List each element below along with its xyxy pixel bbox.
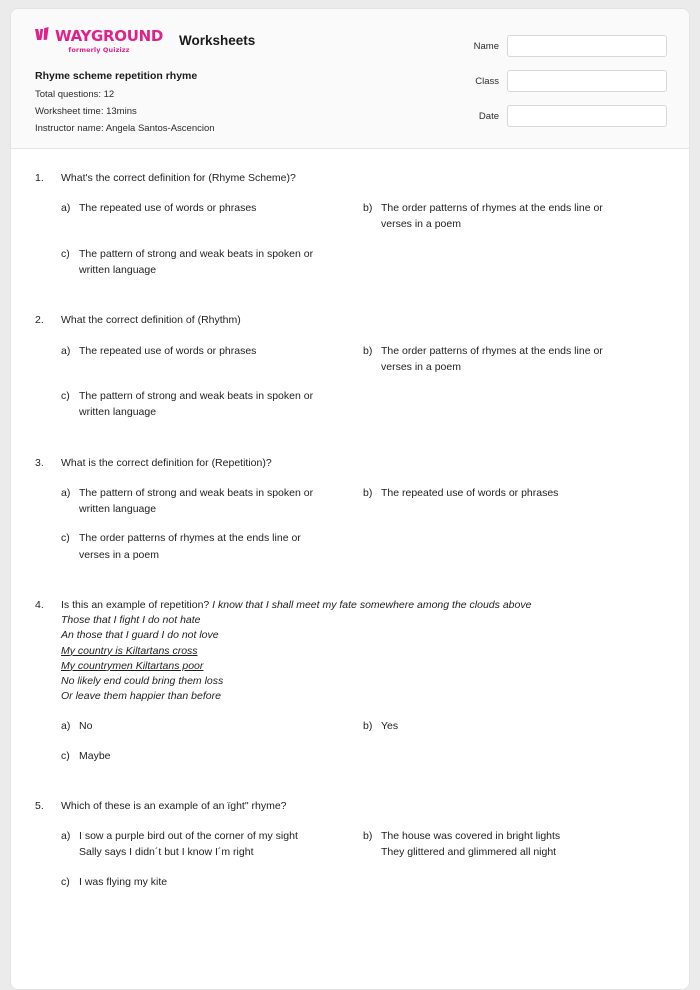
option-letter: a) bbox=[61, 202, 71, 215]
student-fields bbox=[437, 35, 667, 140]
option-letter: b) bbox=[363, 830, 373, 843]
question-2-option-a[interactable] bbox=[61, 343, 363, 376]
name-label: Name bbox=[473, 40, 499, 52]
poem-line: Those that I fight I do not hate bbox=[61, 614, 201, 627]
option-letter: a) bbox=[61, 486, 71, 499]
question-3 bbox=[35, 456, 665, 576]
question-2-number: 2. bbox=[35, 314, 44, 327]
option-letter: a) bbox=[61, 720, 71, 733]
option-text bbox=[79, 530, 339, 563]
option-line: The order patterns of rhymes at the ends line or bbox=[79, 532, 301, 545]
question-5-number: 5. bbox=[35, 799, 44, 812]
question-4-text bbox=[61, 598, 665, 705]
class-input[interactable] bbox=[507, 70, 667, 92]
question-1-options bbox=[61, 200, 665, 291]
option-text bbox=[79, 200, 339, 216]
option-line: The house was covered in bright lights bbox=[381, 830, 561, 843]
wayground-mark-icon bbox=[35, 27, 52, 45]
question-5-option-b[interactable] bbox=[363, 828, 665, 861]
option-text bbox=[381, 200, 641, 233]
question-1-number: 1. bbox=[35, 172, 44, 184]
field-row-class bbox=[437, 70, 667, 92]
question-3-head bbox=[35, 456, 665, 471]
worksheet-title: Rhyme scheme repetition rhyme bbox=[35, 69, 198, 82]
logo-main bbox=[35, 27, 163, 45]
option-line: verses in a poem bbox=[381, 218, 461, 231]
option-letter: b) bbox=[363, 720, 373, 733]
question-1-option-a[interactable] bbox=[61, 200, 363, 233]
option-letter: c) bbox=[61, 875, 70, 888]
field-row-name bbox=[437, 35, 667, 57]
instructor-name: Instructor name: Angela Santos-Ascencion bbox=[35, 122, 215, 134]
option-line: The repeated use of words or phrases bbox=[79, 344, 257, 357]
option-text bbox=[381, 828, 641, 861]
worksheet-time: Worksheet time: 13mins bbox=[35, 105, 137, 117]
poem-line: No likely end could bring them loss bbox=[61, 674, 224, 687]
option-line: written language bbox=[79, 503, 157, 516]
worksheet-header bbox=[11, 9, 689, 149]
option-letter: a) bbox=[61, 344, 71, 357]
question-4-number: 4. bbox=[35, 598, 44, 611]
question-1-option-b[interactable] bbox=[363, 200, 665, 233]
option-text bbox=[79, 388, 339, 421]
question-2 bbox=[35, 313, 665, 433]
option-line: I sow a purple bird out of the corner of my sight bbox=[79, 830, 298, 843]
question-2-option-c[interactable] bbox=[61, 388, 363, 421]
question-2-head bbox=[35, 313, 665, 328]
worksheet-page bbox=[10, 8, 690, 990]
question-4-head bbox=[35, 598, 665, 705]
option-line: The repeated use of words or phrases bbox=[79, 202, 257, 215]
poem-line-inline: I know that I shall meet my fate somewhere among the clouds above bbox=[212, 598, 532, 611]
logo-wordmark: WAYGROUND bbox=[55, 26, 164, 45]
question-4-option-a[interactable] bbox=[61, 718, 363, 734]
option-line: written language bbox=[79, 264, 157, 277]
question-3-option-c[interactable] bbox=[61, 530, 363, 563]
option-letter: b) bbox=[363, 344, 373, 357]
page-title: Worksheets bbox=[179, 32, 256, 48]
question-4-option-b[interactable] bbox=[363, 718, 665, 734]
question-5-option-c[interactable] bbox=[61, 874, 363, 890]
option-letter: b) bbox=[363, 202, 373, 215]
class-label: Class bbox=[475, 75, 499, 87]
option-line: The repeated use of words or phrases bbox=[381, 486, 559, 499]
option-text bbox=[79, 718, 339, 734]
option-letter: c) bbox=[61, 749, 70, 762]
option-text bbox=[79, 485, 339, 518]
option-text bbox=[381, 485, 641, 501]
option-letter: c) bbox=[61, 532, 70, 545]
option-letter: a) bbox=[61, 830, 71, 843]
logo-subtitle: formerly Quizizz bbox=[68, 46, 130, 54]
option-line: No bbox=[79, 720, 93, 733]
option-text bbox=[79, 828, 339, 861]
question-3-text: What is the correct definition for (Repetition)? bbox=[61, 456, 272, 469]
question-3-option-b[interactable] bbox=[363, 485, 665, 518]
question-4-option-c[interactable] bbox=[61, 748, 363, 764]
question-2-text: What the correct definition of (Rhythm) bbox=[61, 314, 241, 327]
date-input[interactable] bbox=[507, 105, 667, 127]
total-questions: Total questions: 12 bbox=[35, 88, 115, 100]
option-line: I was flying my kite bbox=[79, 875, 168, 888]
option-text bbox=[79, 343, 339, 359]
question-4-prompt: Is this an example of repetition? bbox=[61, 598, 213, 611]
option-letter: c) bbox=[61, 247, 70, 260]
name-input[interactable] bbox=[507, 35, 667, 57]
option-text bbox=[381, 343, 641, 376]
option-line: Yes bbox=[381, 720, 399, 733]
question-5 bbox=[35, 799, 665, 903]
question-3-options bbox=[61, 485, 665, 576]
option-line: The pattern of strong and weak beats in spoken or bbox=[79, 486, 314, 499]
option-text bbox=[79, 246, 339, 279]
option-line: verses in a poem bbox=[381, 360, 461, 373]
poem-line: An those that I guard I do not love bbox=[61, 629, 219, 642]
question-2-options bbox=[61, 343, 665, 434]
question-1-text: What's the correct definition for (Rhyme Scheme)? bbox=[61, 172, 296, 184]
question-5-options bbox=[61, 828, 665, 903]
option-line: Maybe bbox=[79, 749, 111, 762]
option-letter: b) bbox=[363, 486, 373, 499]
option-line: The pattern of strong and weak beats in spoken or bbox=[79, 247, 314, 260]
questions-list bbox=[11, 149, 689, 903]
question-1-head bbox=[35, 171, 665, 186]
date-label: Date bbox=[478, 110, 499, 122]
option-line: The order patterns of rhymes at the ends line or bbox=[381, 202, 603, 215]
question-5-text: Which of these is an example of an ïght" rhyme? bbox=[61, 799, 287, 812]
question-5-head bbox=[35, 799, 665, 814]
question-1-option-c[interactable] bbox=[61, 246, 363, 279]
poem-line: My country is Kiltartans cross bbox=[61, 644, 198, 657]
option-line: The order patterns of rhymes at the ends line or bbox=[381, 344, 603, 357]
option-letter: c) bbox=[61, 390, 70, 403]
question-2-option-b[interactable] bbox=[363, 343, 665, 376]
option-line: verses in a poem bbox=[79, 548, 159, 561]
question-5-option-a[interactable] bbox=[61, 828, 363, 861]
question-4 bbox=[35, 598, 665, 777]
question-1 bbox=[35, 171, 665, 291]
question-3-option-a[interactable] bbox=[61, 485, 363, 518]
option-line: They glittered and glimmered all night bbox=[381, 846, 557, 859]
poem-line: My countrymen Kiltartans poor bbox=[61, 659, 204, 672]
option-line: The pattern of strong and weak beats in spoken or bbox=[79, 390, 314, 403]
poem-line: Or leave them happier than before bbox=[61, 690, 221, 703]
wayground-logo bbox=[35, 27, 163, 54]
option-text bbox=[79, 748, 339, 764]
question-3-number: 3. bbox=[35, 456, 44, 469]
option-text bbox=[381, 718, 641, 734]
option-line: written language bbox=[79, 406, 157, 419]
field-row-date bbox=[437, 105, 667, 127]
option-text bbox=[79, 874, 339, 890]
question-4-options bbox=[61, 718, 665, 777]
option-line: Sally says I didn´t but I know I´m right bbox=[79, 846, 254, 859]
